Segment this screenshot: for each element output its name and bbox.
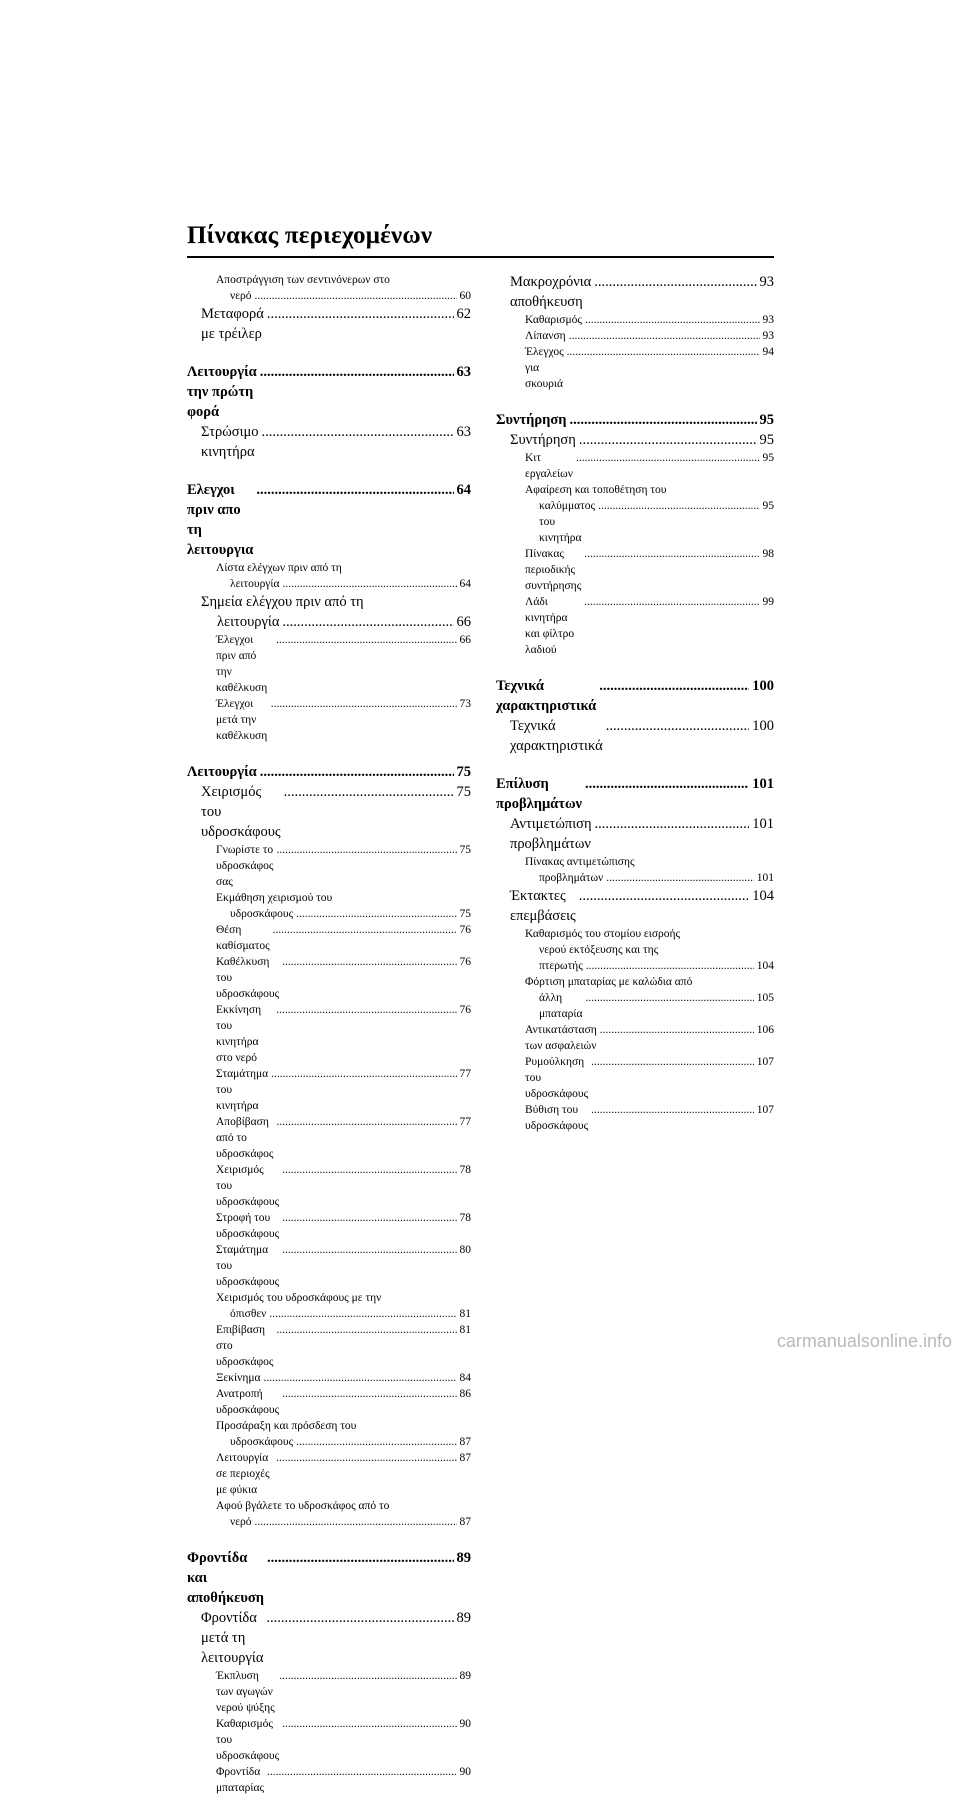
dot-leader (282, 1716, 456, 1732)
toc-entry-title-line: όπισθεν (230, 1308, 267, 1320)
dot-leader (569, 328, 760, 344)
toc-page-number: 89 (456, 1610, 471, 1626)
dot-leader (599, 676, 749, 696)
dot-leader (276, 1114, 456, 1130)
toc-entry-title-line: λειτουργία (230, 578, 280, 590)
dot-leader (567, 344, 760, 360)
toc-entry-title: Εκκίνηση του κινητήρα στο νερό (216, 1004, 262, 1064)
toc-entry-title-line: Προσάραξη και πρόσδεση του (216, 1420, 357, 1432)
toc-entry-title-line: Καθαρισμός του στομίου εισροής (525, 928, 681, 940)
dot-leader (276, 1450, 456, 1466)
dot-leader (273, 922, 457, 938)
toc-page-number: 77 (459, 1116, 471, 1128)
toc-page-number: 76 (459, 1004, 471, 1016)
toc-page-number: 75 (456, 784, 471, 800)
toc-right-column (496, 272, 774, 1134)
toc-entry[interactable] (496, 716, 774, 756)
toc-page-number: 90 (459, 1766, 471, 1778)
watermark: carmanualsonline.info (776, 1331, 952, 1351)
dot-leader (256, 480, 453, 500)
toc-entry-title: Σταμάτημα του υδροσκάφους (216, 1244, 280, 1288)
dot-leader (255, 1514, 457, 1530)
toc-entry[interactable] (496, 450, 774, 482)
dot-leader (282, 1386, 456, 1402)
dot-leader (595, 814, 750, 834)
toc-entry-title-line: πτερωτής (539, 960, 583, 972)
dot-leader (276, 842, 456, 858)
toc-entry[interactable] (496, 676, 774, 716)
toc-entry-title: Λειτουργία σε περιοχές με φύκια (216, 1452, 270, 1496)
dot-leader (284, 782, 454, 802)
toc-entry-title: Στροφή του υδροσκάφους (216, 1212, 280, 1240)
toc-entry[interactable] (496, 1054, 774, 1102)
toc-entry-title-line: νερό (230, 290, 252, 302)
toc-page-number: 60 (459, 290, 471, 302)
toc-page-number: 89 (456, 1550, 471, 1566)
toc-entry-title: Επίλυση προβλημάτων (496, 776, 583, 812)
toc-entry[interactable] (187, 1242, 471, 1290)
toc-page-number: 101 (756, 872, 774, 884)
toc-entry[interactable] (496, 1022, 774, 1054)
toc-entry-title: Χειρισμός του υδροσκάφους (216, 1164, 280, 1208)
toc-entry-title-line: λειτουργία (217, 614, 280, 630)
toc-entry-title: Στρώσιμο κινητήρα (201, 424, 259, 460)
toc-page-number: 95 (759, 432, 774, 448)
toc-entry[interactable] (187, 1322, 471, 1370)
toc-page-number: 95 (762, 452, 774, 464)
toc-page-number: 87 (459, 1436, 471, 1448)
toc-page-number: 84 (459, 1372, 471, 1384)
toc-entry-title-line: νερό (230, 1516, 252, 1528)
toc-entry-title-line: Αφαίρεση και τοποθέτηση του (525, 484, 667, 496)
toc-entry[interactable] (496, 328, 774, 344)
dot-leader (584, 594, 759, 610)
dot-leader (586, 958, 754, 974)
toc-entry-title: Κιτ εργαλείων (525, 452, 573, 480)
dot-leader (598, 498, 759, 514)
toc-entry[interactable] (496, 886, 774, 926)
toc-page-number: 100 (752, 718, 774, 734)
toc-entry-title: Αντιμετώπιση προβλημάτων (510, 816, 592, 852)
toc-entry-title: Λάδι κινητήρα και φίλτρο λαδιού (525, 596, 575, 656)
toc-page-number: 107 (756, 1056, 774, 1068)
toc-entry[interactable] (496, 774, 774, 814)
toc-page-number: 87 (459, 1516, 471, 1528)
toc-page-number: 95 (762, 500, 774, 512)
toc-entry[interactable] (496, 410, 774, 430)
toc-entry[interactable] (496, 430, 774, 450)
toc-entry[interactable] (187, 1716, 471, 1764)
toc-entry-title: Έκπλυση των αγωγών νερού ψύξης (216, 1670, 275, 1714)
toc-entry-title: Θέση καθίσματος (216, 924, 270, 952)
toc-entry[interactable] (187, 272, 471, 304)
toc-entry[interactable] (496, 546, 774, 594)
dot-leader (282, 612, 453, 632)
toc-entry[interactable] (187, 1290, 471, 1322)
toc-entry-title: Μεταφορά με τρέιλερ (201, 306, 264, 342)
toc-page-number: 98 (762, 548, 774, 560)
dot-leader (586, 990, 754, 1006)
toc-entry[interactable] (187, 1608, 471, 1668)
toc-entry-title: Λίπανση (525, 330, 566, 342)
toc-left-column (187, 272, 471, 1796)
toc-entry[interactable] (496, 854, 774, 886)
toc-entry[interactable] (187, 954, 471, 1002)
dot-leader (269, 1306, 456, 1322)
dot-leader (264, 1370, 457, 1386)
toc-page-number: 63 (456, 424, 471, 440)
toc-entry[interactable] (187, 304, 471, 344)
toc-entry-title: Τεχνικά χαρακτηριστικά (496, 678, 597, 714)
toc-entry[interactable] (187, 362, 471, 422)
toc-page-number: 64 (456, 482, 471, 498)
toc-entry-title: Ρυμούλκηση του υδροσκάφους (525, 1056, 589, 1100)
dot-leader (262, 422, 454, 442)
dot-leader (255, 288, 457, 304)
dot-leader (579, 430, 757, 450)
dot-leader (279, 1668, 456, 1684)
page-title: Πίνακας περιεχομένων (187, 222, 433, 249)
toc-page-number: 75 (456, 764, 471, 780)
toc-page-number: 101 (752, 816, 774, 832)
toc-entry-title: Χειρισμός του υδροσκάφους (201, 784, 281, 840)
toc-entry-title-line: υδροσκάφους (230, 1436, 294, 1448)
toc-entry-title: Γνωρίστε το υδροσκάφος σας (216, 844, 274, 888)
toc-entry-title: Ελεγχοι πριν απο τη λειτουργια (187, 482, 254, 558)
toc-entry[interactable] (187, 480, 471, 560)
toc-entry[interactable] (187, 1498, 471, 1530)
toc-entry[interactable] (187, 1668, 471, 1716)
dot-leader (591, 1102, 754, 1118)
toc-entry-title: Έλεγχος για σκουριά (525, 346, 564, 390)
dot-leader (585, 312, 760, 328)
dot-leader (266, 1608, 453, 1628)
toc-entry-title: Ξεκίνημα (216, 1372, 261, 1384)
toc-page-number: 87 (459, 1452, 471, 1464)
toc-entry[interactable] (496, 272, 774, 312)
toc-entry[interactable] (187, 890, 471, 922)
toc-page-number: 99 (762, 596, 774, 608)
toc-entry-title: Φροντίδα και αποθήκευση (187, 1550, 264, 1606)
toc-entry[interactable] (496, 814, 774, 854)
dot-leader (576, 450, 760, 466)
toc-page-number: 100 (752, 678, 774, 694)
toc-entry[interactable] (187, 560, 471, 592)
toc-entry-title: Έλεγχοι μετά την καθέλκυση (216, 698, 268, 742)
toc-entry-title: Έλεγχοι πριν από την καθέλκυση (216, 634, 268, 694)
toc-entry[interactable] (187, 762, 471, 782)
toc-entry-title: Λειτουργία την πρώτη φορά (187, 364, 257, 420)
toc-entry-title: Φροντίδα μετά τη λειτουργία (201, 1610, 264, 1666)
toc-entry[interactable] (187, 782, 471, 842)
toc-entry[interactable] (187, 1764, 471, 1796)
toc-page-number: 78 (459, 1164, 471, 1176)
toc-page-number: 104 (752, 888, 774, 904)
toc-entry-title: Σταμάτημα του κινητήρα (216, 1068, 269, 1112)
toc-page-number: 106 (756, 1024, 774, 1036)
toc-entry[interactable] (187, 922, 471, 954)
toc-entry-title-line: Αφού βγάλετε το υδροσκάφος από το (216, 1500, 390, 1512)
dot-leader (276, 632, 456, 648)
toc-page-number: 81 (459, 1324, 471, 1336)
dot-leader (606, 716, 750, 736)
toc-entry[interactable] (187, 1386, 471, 1418)
toc-entry[interactable] (187, 1114, 471, 1162)
toc-entry[interactable] (187, 1548, 471, 1608)
toc-entry-title: Καθέλκυση του υδροσκάφους (216, 956, 280, 1000)
toc-page-number: 63 (456, 364, 471, 380)
dot-leader (260, 762, 454, 782)
toc-entry-title: Καθαρισμός (525, 314, 582, 326)
toc-entry-title: Έκτακτες επεμβάσεις (510, 888, 576, 924)
toc-page-number: 107 (756, 1104, 774, 1116)
toc-entry-title-line: Αποστράγγιση των σεντινόνερων στο (216, 274, 390, 286)
dot-leader (260, 362, 454, 382)
toc-entry[interactable] (187, 696, 471, 744)
toc-page-number: 66 (456, 614, 471, 630)
dot-leader (267, 1764, 456, 1780)
toc-entry-title-line: Φόρτιση μπαταρίας με καλώδια από (525, 976, 693, 988)
toc-page-number: 64 (459, 578, 471, 590)
toc-page-number: 93 (762, 314, 774, 326)
toc-page-number: 76 (459, 924, 471, 936)
toc-entry[interactable] (496, 926, 774, 974)
toc-entry-title: Αποβίβαση από το υδροσκάφος (216, 1116, 274, 1160)
toc-entry[interactable] (187, 1370, 471, 1386)
toc-entry[interactable] (187, 1210, 471, 1242)
toc-entry[interactable] (496, 1102, 774, 1134)
dot-leader (271, 1066, 456, 1082)
toc-entry[interactable] (187, 1002, 471, 1066)
dot-leader (584, 546, 759, 562)
toc-page-number: 81 (459, 1308, 471, 1320)
toc-entry-title: Συντήρηση (496, 412, 567, 428)
toc-entry[interactable] (187, 592, 471, 632)
toc-entry[interactable] (187, 1418, 471, 1450)
dot-leader (276, 1322, 456, 1338)
toc-page-number: 89 (459, 1670, 471, 1682)
toc-entry[interactable] (187, 842, 471, 890)
toc-entry-title-line: νερού εκτόξευσης και της (539, 944, 659, 956)
dot-leader (296, 1434, 456, 1450)
toc-entry-title-line: υδροσκάφους (230, 908, 294, 920)
toc-entry-title: Λειτουργία (187, 764, 257, 780)
dot-leader (282, 1162, 456, 1178)
toc-entry-title: Επιβίβαση στο υδροσκάφος (216, 1324, 274, 1368)
dot-leader (283, 576, 457, 592)
dot-leader (591, 1054, 754, 1070)
toc-entry-title: Ανατροπή υδροσκάφους (216, 1388, 280, 1416)
title-divider (187, 256, 774, 258)
dot-leader (570, 410, 757, 430)
toc-entry-title: Φροντίδα μπαταρίας (216, 1766, 265, 1794)
toc-entry-title: Πίνακας περιοδικής συντήρησης (525, 548, 582, 592)
toc-entry[interactable] (496, 594, 774, 658)
toc-page-number: 90 (459, 1718, 471, 1730)
toc-page-number: 77 (459, 1068, 471, 1080)
toc-page-number: 104 (756, 960, 774, 972)
toc-entry[interactable] (496, 482, 774, 546)
toc-entry[interactable] (187, 1450, 471, 1498)
toc-entry-title-line: Χειρισμός του υδροσκάφους με την (216, 1292, 382, 1304)
dot-leader (282, 1210, 456, 1226)
toc-page-number: 86 (459, 1388, 471, 1400)
dot-leader (282, 1242, 456, 1258)
toc-entry-title-line: Εκμάθηση χειρισμού του (216, 892, 333, 904)
toc-page-number: 76 (459, 956, 471, 968)
toc-entry-title: Συντήρηση (510, 432, 576, 448)
toc-page-number: 62 (456, 306, 471, 322)
dot-leader (594, 272, 756, 292)
toc-page-number: 94 (762, 346, 774, 358)
toc-page-number: 78 (459, 1212, 471, 1224)
toc-entry[interactable] (187, 1066, 471, 1114)
toc-entry[interactable] (187, 422, 471, 462)
toc-entry-title-line: Λίστα ελέγχων πριν από τη (216, 562, 342, 574)
toc-entry[interactable] (496, 974, 774, 1022)
toc-page-number: 105 (756, 992, 774, 1004)
dot-leader (579, 886, 749, 906)
dot-leader (585, 774, 749, 794)
toc-page-number: 101 (752, 776, 774, 792)
toc-entry[interactable] (187, 632, 471, 696)
toc-entry-title-line: Πίνακας αντιμετώπισης (525, 856, 635, 868)
dot-leader (276, 1002, 456, 1018)
dot-leader (600, 1022, 754, 1038)
toc-page-number: 80 (459, 1244, 471, 1256)
toc-entry-title: Βύθιση του υδροσκάφους (525, 1104, 589, 1132)
toc-page-number: 73 (459, 698, 471, 710)
toc-page-number: 75 (459, 908, 471, 920)
dot-leader (267, 1548, 454, 1568)
dot-leader (267, 304, 454, 324)
toc-entry-title-line: Σημεία ελέγχου πριν από τη (201, 594, 364, 610)
toc-page-number: 93 (762, 330, 774, 342)
toc-entry-title: Μακροχρόνια αποθήκευση (510, 274, 592, 310)
toc-entry[interactable] (187, 1162, 471, 1210)
toc-page-number: 66 (459, 634, 471, 646)
toc-entry-title-line: άλλη μπαταρία (539, 992, 583, 1020)
toc-entry-title: Αντικατάσταση των ασφαλειών (525, 1024, 597, 1052)
dot-leader (282, 954, 456, 970)
dot-leader (296, 906, 456, 922)
toc-page-number: 93 (759, 274, 774, 290)
dot-leader (606, 870, 754, 886)
toc-entry-title-line: καλύμματος του κινητήρα (539, 500, 596, 544)
toc-page-number: 95 (759, 412, 774, 428)
toc-entry[interactable] (496, 344, 774, 392)
dot-leader (271, 696, 457, 712)
toc-entry-title: Καθαρισμός του υδροσκάφους (216, 1718, 280, 1762)
toc-entry-title-line: προβλημάτων (539, 872, 604, 884)
toc-entry-title: Τεχνικά χαρακτηριστικά (510, 718, 603, 754)
toc-entry[interactable] (496, 312, 774, 328)
toc-page-number: 75 (459, 844, 471, 856)
